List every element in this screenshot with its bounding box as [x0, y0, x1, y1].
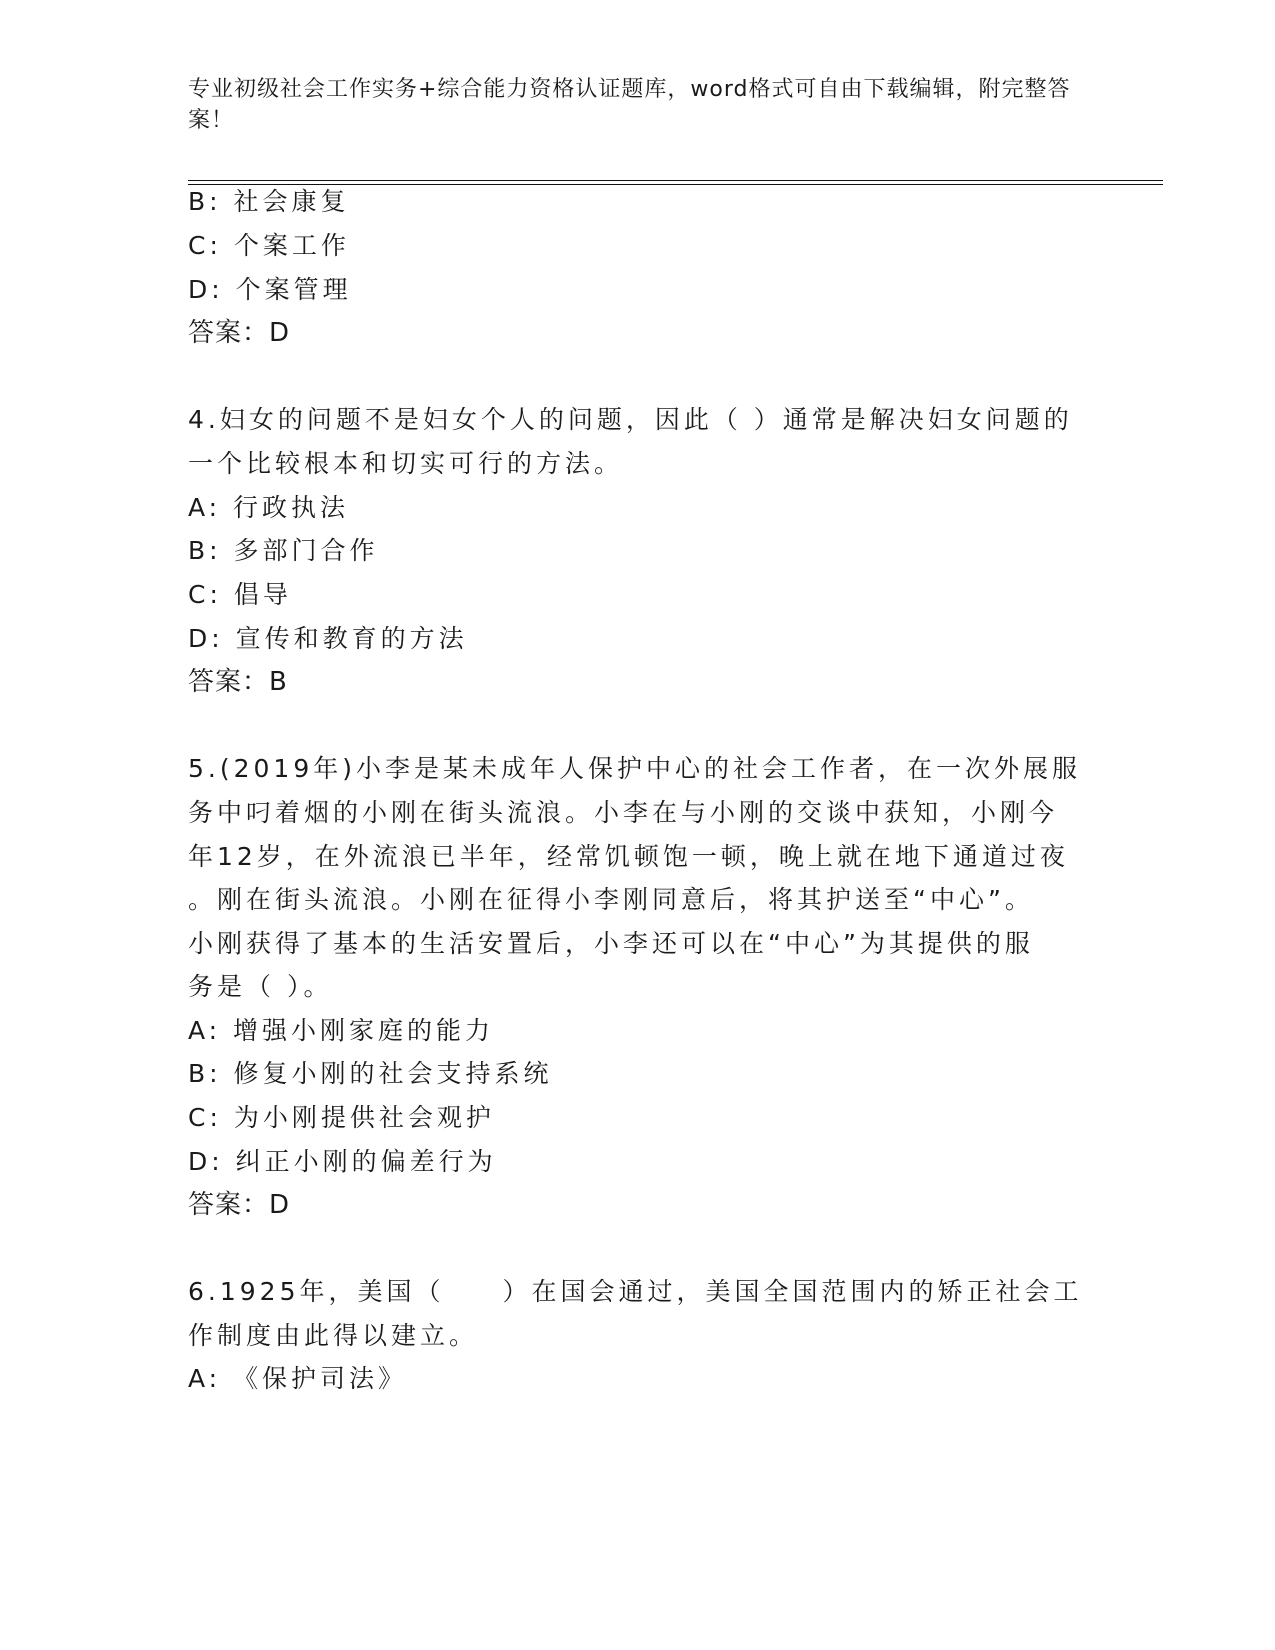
answer-line: 答案：B — [188, 667, 288, 697]
option-d: D: 个案管理 — [188, 275, 352, 304]
option-c: C: 为小刚提供社会观护 — [188, 1103, 495, 1132]
question-5-line-6: 务是（ ）。 — [188, 972, 333, 1001]
question-4-line-1: 4.妇女的问题不是妇女个人的问题，因此（ ）通常是解决妇女问题的 — [188, 405, 1073, 434]
option-c: C: 倡导 — [188, 580, 292, 609]
header-rule-top — [188, 180, 1163, 181]
option-a: A: 增强小刚家庭的能力 — [188, 1016, 495, 1045]
question-5-line-5: 小刚获得了基本的生活安置后，小李还可以在“中心”为其提供的服 — [188, 929, 1034, 958]
answer-line: 答案：D — [188, 1190, 291, 1220]
option-b: B: 社会康复 — [188, 187, 350, 216]
option-d: D: 纠正小刚的偏差行为 — [188, 1147, 497, 1176]
option-c: C: 个案工作 — [188, 231, 350, 260]
question-5-line-3: 年12岁，在外流浪已半年，经常饥顿饱一顿，晚上就在地下通道过夜 — [188, 842, 1069, 871]
question-5-line-2: 务中叼着烟的小刚在街头流浪。小李在与小刚的交谈中获知，小刚今 — [188, 798, 1059, 827]
question-5-line-1: 5.(2019年)小李是某未成年人保护中心的社会工作者，在一次外展服 — [188, 754, 1081, 783]
answer-line: 答案：D — [188, 318, 291, 348]
option-b: B: 修复小刚的社会支持系统 — [188, 1059, 553, 1088]
option-a: A: 行政执法 — [188, 493, 350, 522]
document-header: 专业初级社会工作实务+综合能力资格认证题库，word格式可自由下载编辑，附完整答案！ — [188, 77, 1071, 133]
header-rule-bottom — [188, 184, 1163, 185]
question-6-line-2: 作制度由此得以建立。 — [188, 1321, 479, 1350]
option-a: A: 《保护司法》 — [188, 1364, 408, 1393]
option-b: B: 多部门合作 — [188, 536, 379, 565]
question-4-line-2: 一个比较根本和切实可行的方法。 — [188, 449, 624, 478]
option-d: D: 宣传和教育的方法 — [188, 624, 468, 653]
question-6-line-1: 6.1925年，美国（ ）在国会通过，美国全国范围内的矫正社会工 — [188, 1277, 1083, 1306]
question-5-line-4: 。刚在街头流浪。小刚在征得小李刚同意后，将其护送至“中心”。 — [188, 885, 1034, 914]
